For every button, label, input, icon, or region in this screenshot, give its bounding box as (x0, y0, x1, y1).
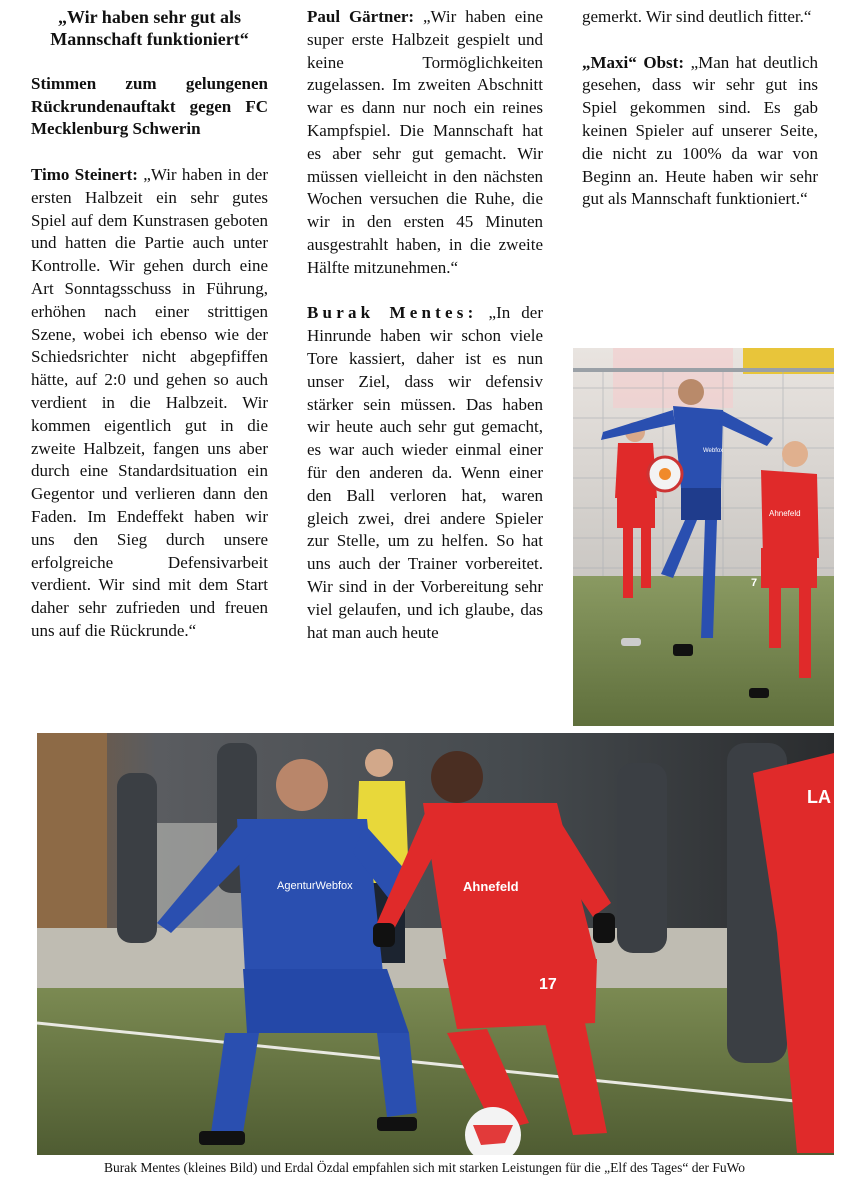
large-photo-red-sponsor: Ahnefeld (463, 879, 519, 894)
speaker-obst: „Maxi“ Obst: (582, 52, 684, 72)
small-match-photo (573, 348, 834, 726)
small-photo-illustration (573, 348, 834, 726)
column-2 (307, 6, 543, 644)
quote-mentes-continued: gemerkt. Wir sind deutlich fitter.“ (582, 7, 812, 26)
large-photo-red-number: 17 (539, 976, 557, 993)
article-subheadline: Stimmen zum gelungenen Rückrundenauftakt gegen FC Mecklenburg Schwerin (31, 73, 268, 139)
column-1 (31, 6, 268, 643)
speaker-mentes: Burak Mentes: (307, 303, 478, 323)
quote-gaertner-text: „Wir haben eine super erste Halbzeit gespielt und keine Tormöglichkeiten zugelassen. Im zweiten Abschnitt war es dann nur noch ein reines Kampfspiel. Die Mannschaft hat es aber sehr gut gemacht. Wir müssen vielleicht in den nächsten Wochen versuchen die Ruhe, die wir in den ersten 45 Minuten ausgestrahlt haben, in die zweite Hälfte mitzunehmen.“ (307, 7, 544, 277)
speaker-steinert: Timo Steinert: (31, 164, 138, 184)
small-photo-sponsor: Ahnefeld (769, 509, 801, 518)
speaker-gaertner: Paul Gärtner: (307, 7, 415, 26)
quote-mentes-text: „In der Hinrunde haben wir schon viele Tore kassiert, daher ist es nun unser Ziel, dass wir defensiv stärker sein müssen. Das haben wir heute auch sehr gut gemacht, es war auch wieder einmal einer für den anderen da. Wenn einer den Ball verloren hat, waren gleich zwei, drei andere Spieler zur Stelle, um zu helfen. So hat uns auch der Trainer vorbereitet. Wir sind in der Vorbereitung sehr viel gelaufen, und ich glaube, das hat man auch heute (307, 303, 543, 642)
article-headline: „Wir haben sehr gut als Mannschaft funktioniert“ (50, 7, 249, 49)
column-3 (582, 6, 818, 211)
small-photo-number: 7 (751, 577, 758, 589)
quote-obst (582, 52, 818, 212)
quote-obst-text: „Man hat deutlich gesehen, dass wir sehr gut ins Spiel gekommen sind. Es gab keinen Spieler auf unserer Seite, die nicht zu 100% da war von Beginn an. Heute haben wir sehr gut als Mannschaft funktioniert.“ (582, 52, 818, 209)
large-photo-illustration (37, 733, 834, 1155)
svg-text:Webfox: Webfox (703, 448, 724, 454)
quote-steinert (31, 164, 268, 643)
quote-steinert-text: „Wir haben in der ersten Halbzeit ein sehr gutes Spiel auf dem Kunstrasen geboten und hatten die Partie auch unter Kontrolle. Wir gehen durch eine Art Sonntagsschuss in Führung, erhöhen nach einer strittigen Szene, wobei ich ebenso wie der Schiedsrichter nicht abgepfiffen hätte, auf 2:0 und gehen so auch verdient in die Halbzeit. Wir kommen eigentlich gut in die zweite Halbzeit, fangen uns aber durch eine Standardsituation ein Gegentor und verlieren dann den Faden. Im Endeffekt haben wir uns den Sieg durch unsere erfolgreiche Defensivarbeit verdient. Wir sind mit dem Start daher sehr zufrieden und freuen uns auf die Rückrunde.“ (31, 164, 268, 640)
large-photo-right-letters: LA (807, 787, 831, 807)
photo-caption: Burak Mentes (kleines Bild) und Erdal Özdal empfahlen sich mit starken Leistungen für die „Elf des Tages“ der FuWo (103, 1160, 746, 1175)
quote-mentes (307, 302, 543, 644)
large-photo-blue-sponsor: AgenturWebfox (277, 880, 353, 892)
quote-gaertner (307, 6, 543, 280)
large-match-photo (37, 733, 834, 1155)
